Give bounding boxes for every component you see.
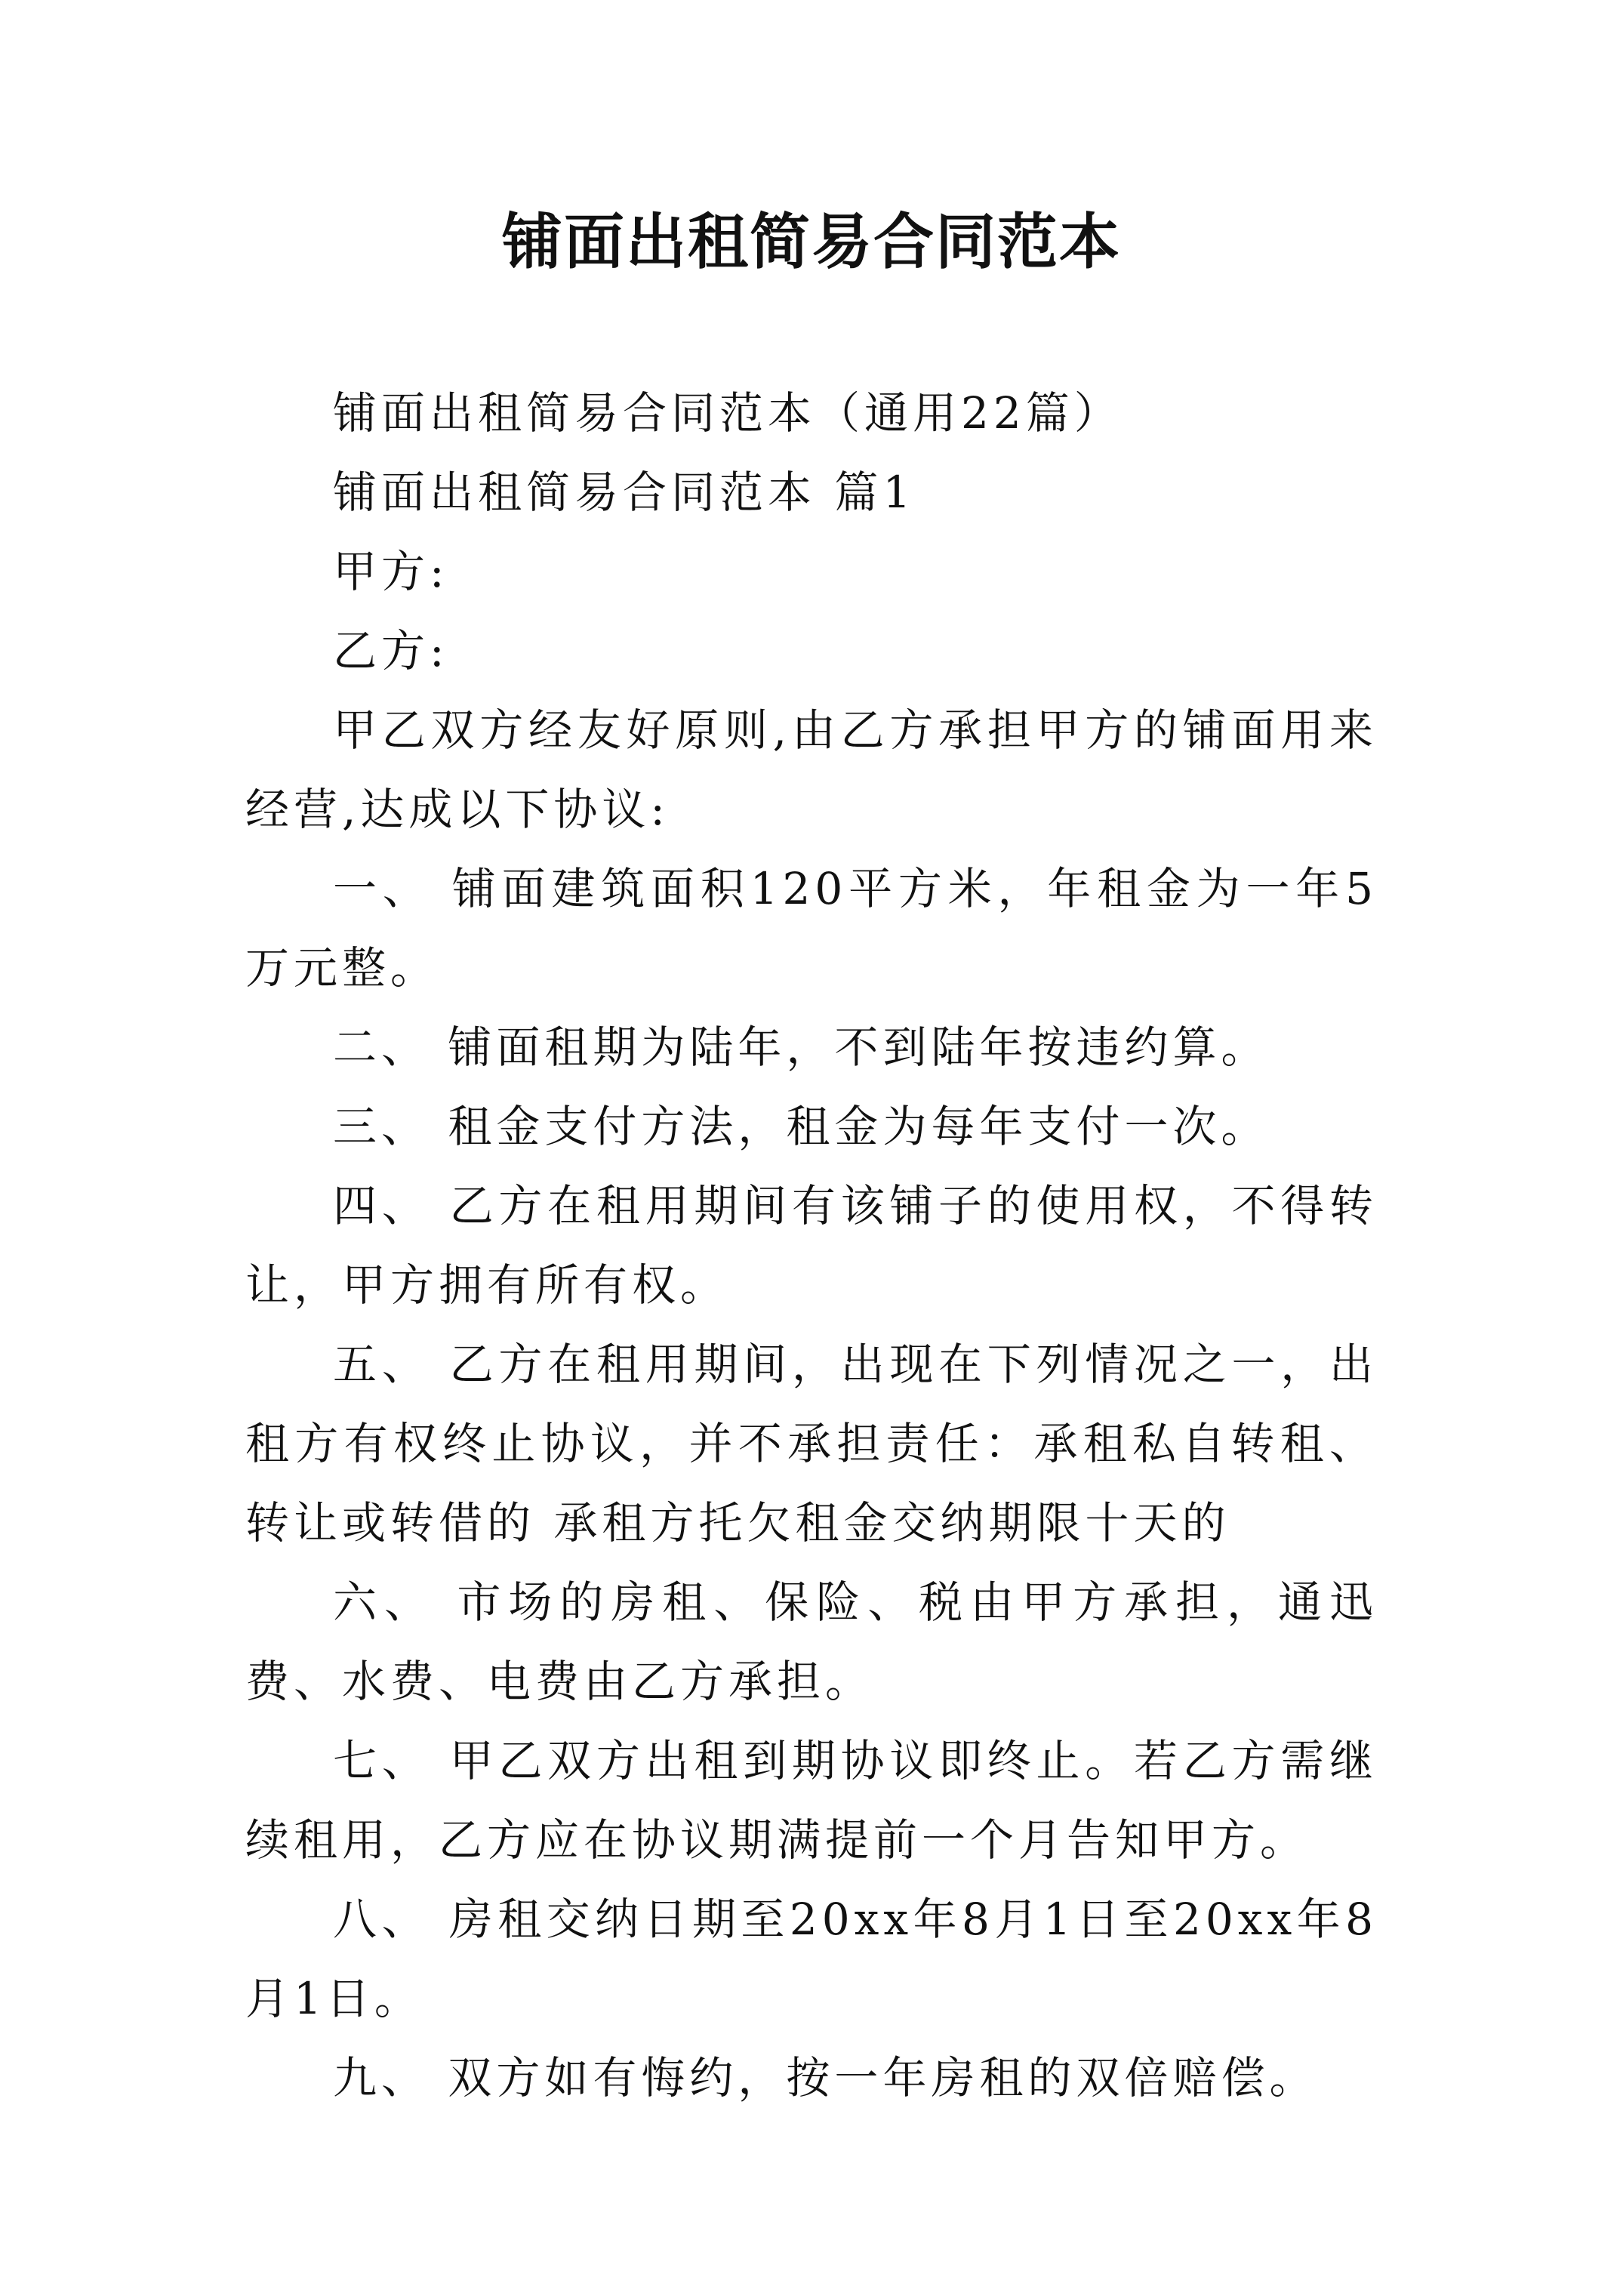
clause-5: 五、 乙方在租用期间，出现在下列情况之一，出租方有权终止协议，并不承担责任：承租私自转租、转让或转借的 承租方托欠租金交纳期限十天的: [245, 1339, 1378, 1549]
section-heading: 铺面出租简易合同范本 篇1: [333, 467, 916, 518]
subtitle-paragraph: 铺面出租简易合同范本（通用22篇）: [333, 387, 1123, 439]
clause-7: 七、 甲乙双方出租到期协议即终止。若乙方需继续租用，乙方应在协议期满提前一个月告知甲方。: [245, 1735, 1378, 1866]
clause-2: 二、 铺面租期为陆年，不到陆年按违约算。: [333, 1022, 1270, 1073]
clause-1: 一、 铺面建筑面积120平方米，年租金为一年5万元整。: [245, 863, 1378, 994]
clause-6: 六、 市场的房租、保险、税由甲方承担，通迅费、水费、电费由乙方承担。: [245, 1576, 1378, 1707]
document-title: 铺面出租简易合同范本: [502, 206, 1121, 277]
clause-4: 四、 乙方在租用期间有该铺子的使用权，不得转让，甲方拥有所有权。: [245, 1180, 1378, 1311]
clause-3: 三、 租金支付方法，租金为每年支付一次。: [333, 1101, 1270, 1152]
party-b-line: 乙方:: [333, 625, 449, 676]
intro-paragraph: 甲乙双方经友好原则,由乙方承担甲方的铺面用来经营,达成以下协议:: [245, 704, 1378, 835]
clause-8: 八、 房租交纳日期至20xx年8月1日至20xx年8月1日。: [245, 1894, 1378, 2024]
clause-9: 九、 双方如有悔约，按一年房租的双倍赔偿。: [333, 2052, 1318, 2103]
document-body: [245, 374, 1378, 2118]
party-a-line: 甲方:: [333, 546, 449, 597]
